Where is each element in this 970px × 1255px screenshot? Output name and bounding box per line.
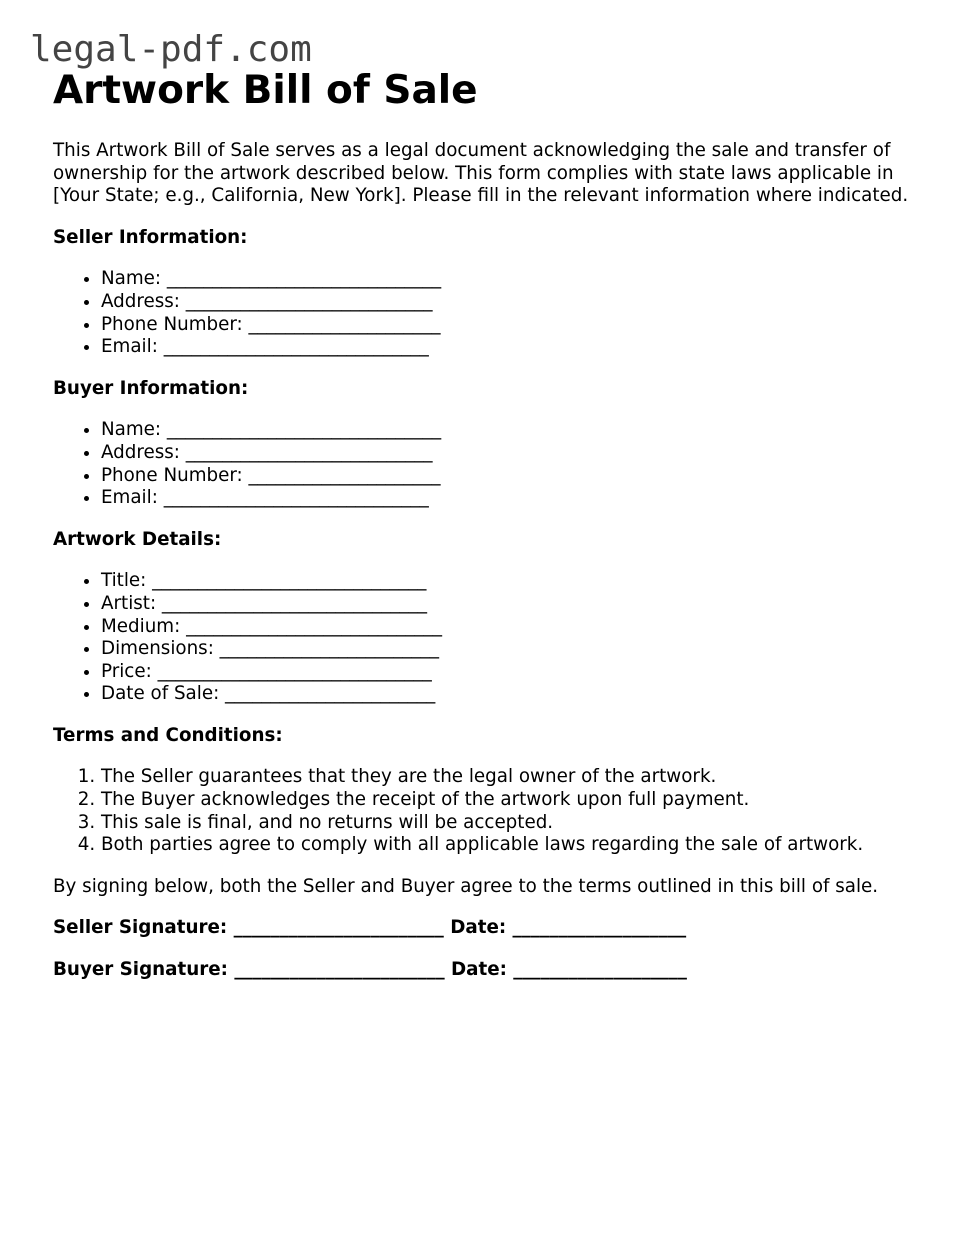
artwork-date-field: • Date of Sale: _______________________ bbox=[101, 683, 923, 706]
seller-address-field: • Address: ___________________________ bbox=[101, 291, 923, 314]
seller-fields-list bbox=[53, 268, 923, 358]
terms-heading: Terms and Conditions: bbox=[53, 724, 283, 746]
term-item: 2. The Buyer acknowledges the receipt of the artwork upon full payment. bbox=[101, 789, 923, 812]
buyer-fields-list bbox=[53, 419, 923, 509]
artwork-dimensions-field: • Dimensions: ________________________ bbox=[101, 638, 923, 661]
artwork-artist-field: • Artist: _____________________________ bbox=[101, 593, 923, 616]
intro-paragraph: This Artwork Bill of Sale serves as a legal document acknowledging the sale and transfer of ownership for the artwork described below. This form complies with state laws applicable in [Your State; e.g., California, New York]. Please fill in the relevant information where indicated. bbox=[53, 140, 909, 207]
document-title: Artwork Bill of Sale bbox=[53, 68, 478, 113]
seller-name-field: • Name: ______________________________ bbox=[101, 268, 923, 291]
artwork-heading: Artwork Details: bbox=[53, 528, 222, 550]
artwork-medium-field: • Medium: ____________________________ bbox=[101, 616, 923, 639]
artwork-price-field: • Price: ______________________________ bbox=[101, 661, 923, 684]
buyer-address-field: • Address: ___________________________ bbox=[101, 442, 923, 465]
term-item: 4. Both parties agree to comply with all applicable laws regarding the sale of artwork. bbox=[101, 834, 923, 857]
terms-list bbox=[53, 766, 923, 856]
site-watermark: legal-pdf.com bbox=[30, 29, 312, 70]
agreement-paragraph: By signing below, both the Seller and Buyer agree to the terms outlined in this bill of sale. bbox=[53, 875, 879, 897]
buyer-name-field: • Name: ______________________________ bbox=[101, 419, 923, 442]
seller-email-field: • Email: _____________________________ bbox=[101, 336, 923, 359]
seller-signature-line: Seller Signature: _______________________ Date: ___________________ bbox=[53, 917, 687, 939]
seller-phone-field: • Phone Number: _____________________ bbox=[101, 314, 923, 337]
artwork-title-field: • Title: ______________________________ bbox=[101, 570, 923, 593]
buyer-heading: Buyer Information: bbox=[53, 377, 249, 399]
buyer-signature-line: Buyer Signature: _______________________ Date: ___________________ bbox=[53, 959, 687, 981]
buyer-phone-field: • Phone Number: _____________________ bbox=[101, 465, 923, 488]
seller-heading: Seller Information: bbox=[53, 226, 248, 248]
artwork-fields-list bbox=[53, 570, 923, 706]
term-item: 3. This sale is final, and no returns will be accepted. bbox=[101, 812, 923, 835]
document-page bbox=[53, 66, 923, 982]
buyer-email-field: • Email: _____________________________ bbox=[101, 487, 923, 510]
term-item: 1. The Seller guarantees that they are the legal owner of the artwork. bbox=[101, 766, 923, 789]
